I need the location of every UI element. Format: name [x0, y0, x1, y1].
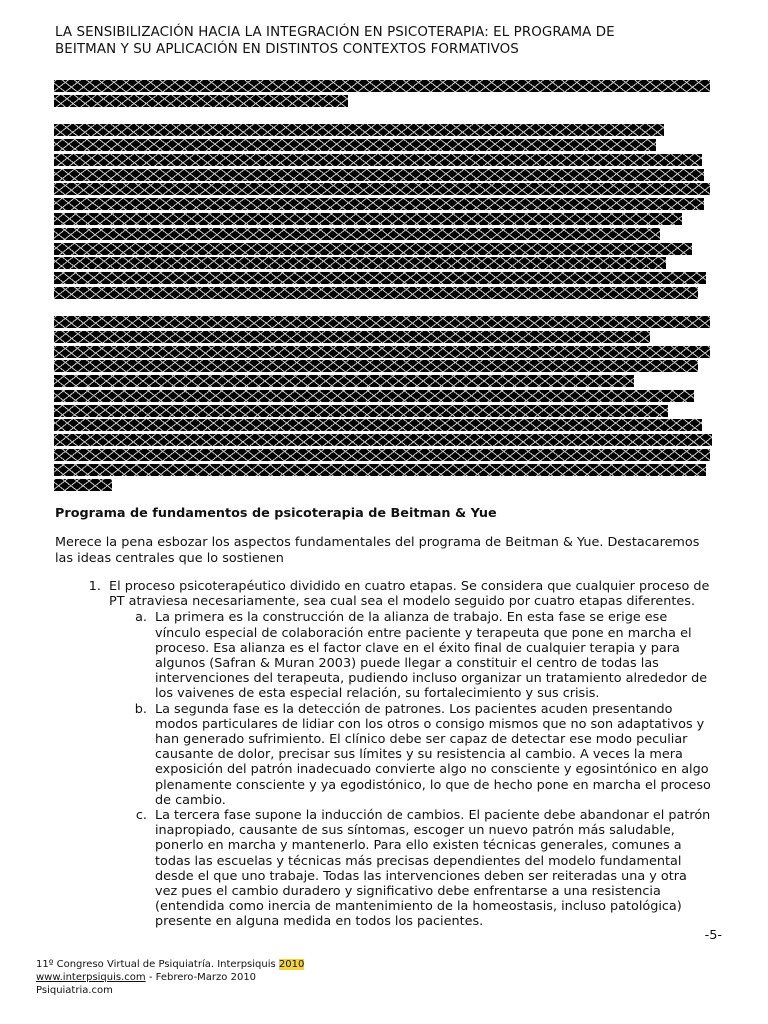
redacted-line — [54, 183, 710, 195]
redacted-line — [54, 419, 702, 431]
sublist-line: vez pues el cambio duradero y significativo debe enfrentarse a una resistencia — [155, 884, 661, 900]
sublist-marker: a. — [135, 610, 147, 626]
footer-date-text: - Febrero-Marzo 2010 — [145, 972, 257, 983]
list-marker: 1. — [88, 579, 101, 594]
sublist — [55, 610, 715, 929]
redacted-line — [54, 449, 710, 461]
sublist-item-b — [55, 702, 715, 808]
footer-line-1 — [36, 958, 304, 971]
intro-line: las ideas centrales que lo sostienen — [55, 550, 284, 566]
redacted-line — [54, 272, 706, 284]
sublist-line: todas las escuelas y técnicas más precisas dependientes del modelo fundamental — [155, 853, 682, 869]
redacted-line — [54, 434, 712, 446]
redacted-line — [54, 124, 664, 136]
redacted-line — [54, 154, 702, 166]
footer-year-highlight: 2010 — [278, 959, 305, 970]
redacted-line — [54, 287, 698, 299]
sublist-line: (entendida como inercia de mantenimiento de la homeostasis, incluso patológica) — [155, 899, 682, 915]
header-title-line-1: LA SENSIBILIZACIÓN HACIA LA INTEGRACIÓN EN PSICOTERAPIA: EL PROGRAMA DE — [55, 25, 615, 40]
sublist-item-c — [55, 808, 715, 930]
redacted-line — [54, 257, 666, 269]
redacted-line — [54, 169, 704, 181]
sublist-line: ponerlo en marcha y mantenerlo. Para ello existen técnicas generales, comunes a — [155, 838, 682, 854]
redacted-line — [54, 213, 682, 225]
sublist-marker: c. — [135, 808, 147, 824]
footer-website-link[interactable]: www.interpsiquis.com — [36, 972, 146, 983]
redacted-line — [54, 80, 710, 92]
redacted-line — [54, 390, 694, 402]
redacted-line — [54, 405, 668, 417]
header-title-line-2: BEITMAN Y SU APLICACIÓN EN DISTINTOS CONTEXTOS FORMATIVOS — [55, 42, 519, 57]
sublist-item-a — [55, 610, 715, 701]
sublist-line: inapropiado, causante de sus síntomas, escoger un nuevo patrón más saludable, — [155, 823, 675, 839]
page-number: -5- — [704, 928, 722, 943]
ordered-list — [55, 579, 715, 930]
intro-paragraph — [55, 535, 715, 566]
sublist-line: modos particulares de lidiar con los otros o consigo mismos que no son adaptativos y — [155, 716, 705, 732]
redacted-line — [54, 139, 656, 151]
footer-line-2 — [36, 971, 304, 984]
sublist-line: La segunda fase es la detección de patrones. Los pacientes acuden presentando — [155, 701, 673, 717]
redacted-line — [54, 95, 348, 107]
sublist-line: proceso. Esa alianza es el factor clave en el éxito final de cualquier terapia y para — [155, 640, 680, 656]
sublist-line: plenamente consciente y ya egodistónico, lo que de hecho pone en marcha el proceso — [155, 777, 711, 793]
redacted-line — [54, 375, 634, 387]
sublist-line: vínculo especial de colaboración entre paciente y terapeuta que pone en marcha el — [155, 625, 692, 641]
redacted-line — [54, 198, 704, 210]
sublist-line: los vaivenes de esta especial relación, su fortalecimiento y sus crisis. — [155, 686, 600, 702]
redacted-line — [54, 464, 706, 476]
sublist-line: causante de dolor, precisar sus límites y su resistencia al cambio. A veces la mera — [155, 747, 683, 763]
list-item-line: El proceso psicoterapéutico dividido en cuatro etapas. Se considera que cualquier proceso de — [109, 579, 710, 594]
footer-congress-text: 11º Congreso Virtual de Psiquiatría. Interpsiquis — [36, 959, 279, 970]
sublist-line: desde el que uno trabaje. Todas las intervenciones deben ser reiteradas una y otra — [155, 868, 687, 884]
list-item-line: PT atraviesa necesariamente, sea cual sea el modelo seguido por cuatro etapas diferentes. — [109, 594, 696, 610]
page-footer — [36, 958, 304, 997]
sublist-line: La primera es la construcción de la alianza de trabajo. En esta fase se erige ese — [155, 610, 668, 626]
redacted-line — [54, 360, 698, 372]
sublist-marker: b. — [134, 701, 147, 717]
sublist-line: intervenciones del terapeuta, pudiendo incluso organizar un tratamiento alrededor de — [155, 671, 708, 687]
list-item-1 — [55, 579, 715, 609]
redacted-line — [54, 228, 660, 240]
redacted-line — [54, 331, 650, 343]
sublist-line: presente en alguna medida en todos los pacientes. — [155, 914, 484, 930]
sublist-line: algunos (Safran & Muran 2003) puede llegar a constituir el centro de todas las — [155, 656, 659, 672]
document-header — [55, 24, 695, 58]
redacted-line — [54, 316, 710, 328]
sublist-line: han generado sufrimiento. El clínico debe ser capaz de detectar ese modo peculiar — [155, 732, 688, 748]
redacted-line — [54, 346, 710, 358]
sublist-line: exposición del patrón inadecuado convierte algo no consciente y egosintónico en algo — [155, 762, 709, 778]
redacted-line — [54, 243, 692, 255]
redacted-line — [54, 479, 112, 491]
sublist-line: La tercera fase supone la inducción de cambios. El paciente debe abandonar el patrón — [155, 808, 711, 824]
footer-site-name: Psiquiatria.com — [36, 985, 113, 996]
sublist-line: de cambio. — [155, 792, 226, 808]
intro-line: Merece la pena esbozar los aspectos fundamentales del programa de Beitman & Yue. Destacaremos — [55, 535, 700, 550]
section-title: Programa de fundamentos de psicoterapia de Beitman & Yue — [55, 506, 497, 521]
